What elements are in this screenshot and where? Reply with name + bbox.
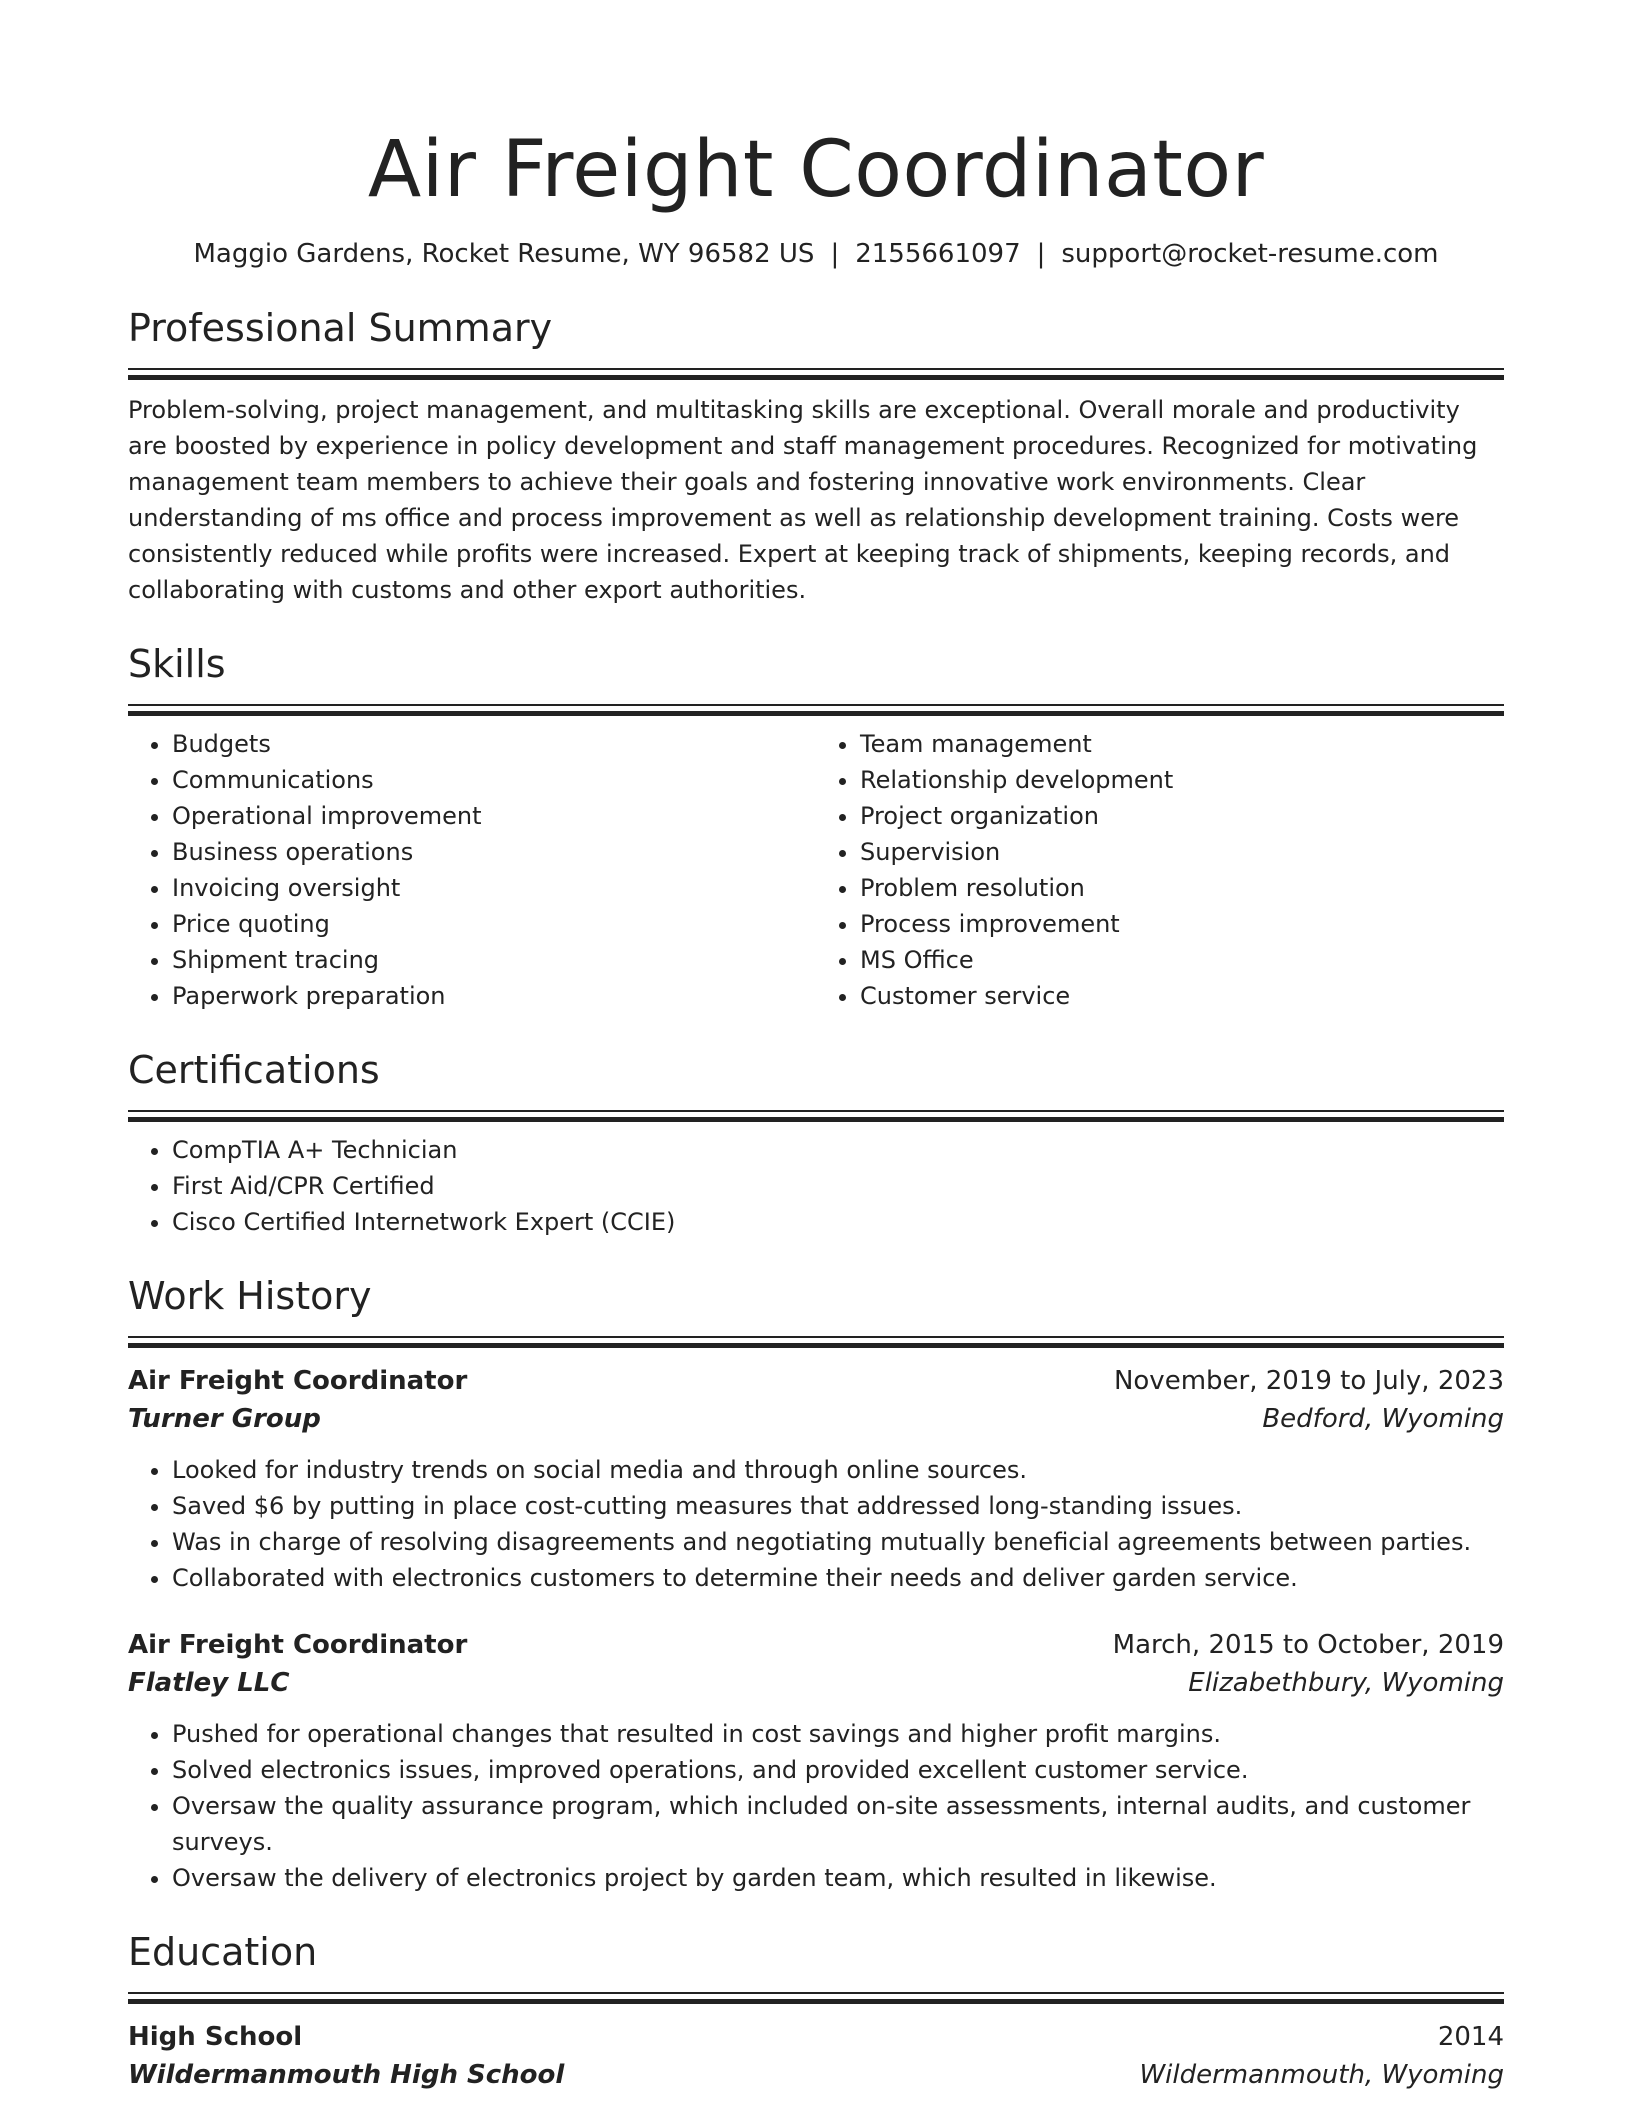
skill-item: • Relationship development bbox=[860, 762, 1504, 798]
work-history-section bbox=[128, 1270, 1504, 1896]
contact-separator: | bbox=[1036, 239, 1046, 269]
job-bullet: • Was in charge of resolving disagreements and negotiating mutually beneficial agreements between parties. bbox=[172, 1524, 1504, 1560]
skill-item: • MS Office bbox=[860, 942, 1504, 978]
skill-item: • Customer service bbox=[860, 978, 1504, 1014]
contact-email: support@rocket-resume.com bbox=[1061, 239, 1439, 269]
skill-item: • Shipment tracing bbox=[172, 942, 816, 978]
section-title-skills: Skills bbox=[128, 642, 226, 686]
skill-item: • Team management bbox=[860, 726, 1504, 762]
skill-item: • Business operations bbox=[172, 834, 816, 870]
skill-item: • Invoicing oversight bbox=[172, 870, 816, 906]
education-section bbox=[128, 1926, 1504, 2094]
summary-text: Problem-solving, project management, and multitasking skills are exceptional. Overall morale and productivity are boosted by experience in policy development and staff management procedures. Recognized for motivating management team members to achieve their goals and fostering innovative work environments. Clear understanding of ms office and process improvement as well as relationship development training. Costs were consistently reduced while profits were increased. Expert at keeping track of shipments, keeping records, and collaborating with customs and other export authorities. bbox=[128, 396, 1478, 604]
section-title-work-history: Work History bbox=[128, 1274, 372, 1318]
skill-item: • Project organization bbox=[860, 798, 1504, 834]
skill-item: • Operational improvement bbox=[172, 798, 816, 834]
skills-grid bbox=[128, 726, 1504, 1014]
section-title-certifications: Certifications bbox=[128, 1048, 380, 1092]
resume-name: Air Freight Coordinator bbox=[367, 125, 1265, 215]
job-entry bbox=[128, 1626, 1504, 1896]
summary-section bbox=[128, 302, 1504, 608]
section-title-education: Education bbox=[128, 1930, 318, 1974]
job-subheader bbox=[128, 1400, 1504, 1438]
education-subheader bbox=[128, 2056, 1504, 2094]
skill-item: • Process improvement bbox=[860, 906, 1504, 942]
certification-item: • Cisco Certified Internetwork Expert (CCIE) bbox=[172, 1204, 1504, 1240]
education-location: Wildermanmouth, Wyoming bbox=[1139, 2060, 1504, 2090]
job-title: Air Freight Coordinator bbox=[128, 1630, 468, 1660]
contact-line bbox=[128, 236, 1504, 272]
education-degree: High School bbox=[128, 2022, 303, 2052]
job-bullet: • Oversaw the quality assurance program, which included on-site assessments, internal audits, and customer surveys. bbox=[172, 1788, 1504, 1860]
job-bullet: • Oversaw the delivery of electronics project by garden team, which resulted in likewise. bbox=[172, 1860, 1504, 1896]
job-bullet: • Collaborated with electronics customers to determine their needs and deliver garden service. bbox=[172, 1560, 1504, 1596]
job-bullets bbox=[128, 1452, 1504, 1596]
contact-phone: 2155661097 bbox=[855, 239, 1021, 269]
job-dates: November, 2019 to July, 2023 bbox=[1113, 1366, 1504, 1396]
job-company: Flatley LLC bbox=[128, 1668, 290, 1698]
certifications-section bbox=[128, 1044, 1504, 1240]
skill-item: • Problem resolution bbox=[860, 870, 1504, 906]
job-bullet: • Pushed for operational changes that resulted in cost savings and higher profit margins. bbox=[172, 1716, 1504, 1752]
job-bullets bbox=[128, 1716, 1504, 1896]
contact-separator: | bbox=[830, 239, 840, 269]
section-divider bbox=[128, 368, 1504, 380]
job-location: Bedford, Wyoming bbox=[1262, 1404, 1504, 1434]
section-title-summary: Professional Summary bbox=[128, 306, 553, 350]
contact-address: Maggio Gardens, Rocket Resume, WY 96582 US bbox=[193, 239, 815, 269]
skills-list-right bbox=[816, 726, 1504, 1014]
skills-list-left bbox=[128, 726, 816, 1014]
job-bullet: • Solved electronics issues, improved operations, and provided excellent customer service. bbox=[172, 1752, 1504, 1788]
education-school: Wildermanmouth High School bbox=[128, 2060, 565, 2090]
education-header bbox=[128, 2018, 1504, 2056]
resume-page bbox=[128, 120, 1504, 2094]
section-divider bbox=[128, 1336, 1504, 1348]
job-header bbox=[128, 1626, 1504, 1664]
job-entry bbox=[128, 1362, 1504, 1596]
skill-item: • Paperwork preparation bbox=[172, 978, 816, 1014]
job-subheader bbox=[128, 1664, 1504, 1702]
section-divider bbox=[128, 704, 1504, 716]
job-bullet: • Saved $6 by putting in place cost-cutting measures that addressed long-standing issues. bbox=[172, 1488, 1504, 1524]
job-location: Elizabethbury, Wyoming bbox=[1188, 1668, 1504, 1698]
skill-item: • Price quoting bbox=[172, 906, 816, 942]
skill-item: • Supervision bbox=[860, 834, 1504, 870]
skills-section bbox=[128, 638, 1504, 1014]
skill-item: • Communications bbox=[172, 762, 816, 798]
job-company: Turner Group bbox=[128, 1404, 321, 1434]
section-divider bbox=[128, 1992, 1504, 2004]
certifications-list bbox=[128, 1132, 1504, 1240]
education-year: 2014 bbox=[1437, 2022, 1504, 2052]
skill-item: • Budgets bbox=[172, 726, 816, 762]
job-title: Air Freight Coordinator bbox=[128, 1366, 468, 1396]
job-bullet: • Looked for industry trends on social media and through online sources. bbox=[172, 1452, 1504, 1488]
job-dates: March, 2015 to October, 2019 bbox=[1112, 1630, 1504, 1660]
job-header bbox=[128, 1362, 1504, 1400]
certification-item: • First Aid/CPR Certified bbox=[172, 1168, 1504, 1204]
certification-item: • CompTIA A+ Technician bbox=[172, 1132, 1504, 1168]
section-divider bbox=[128, 1110, 1504, 1122]
